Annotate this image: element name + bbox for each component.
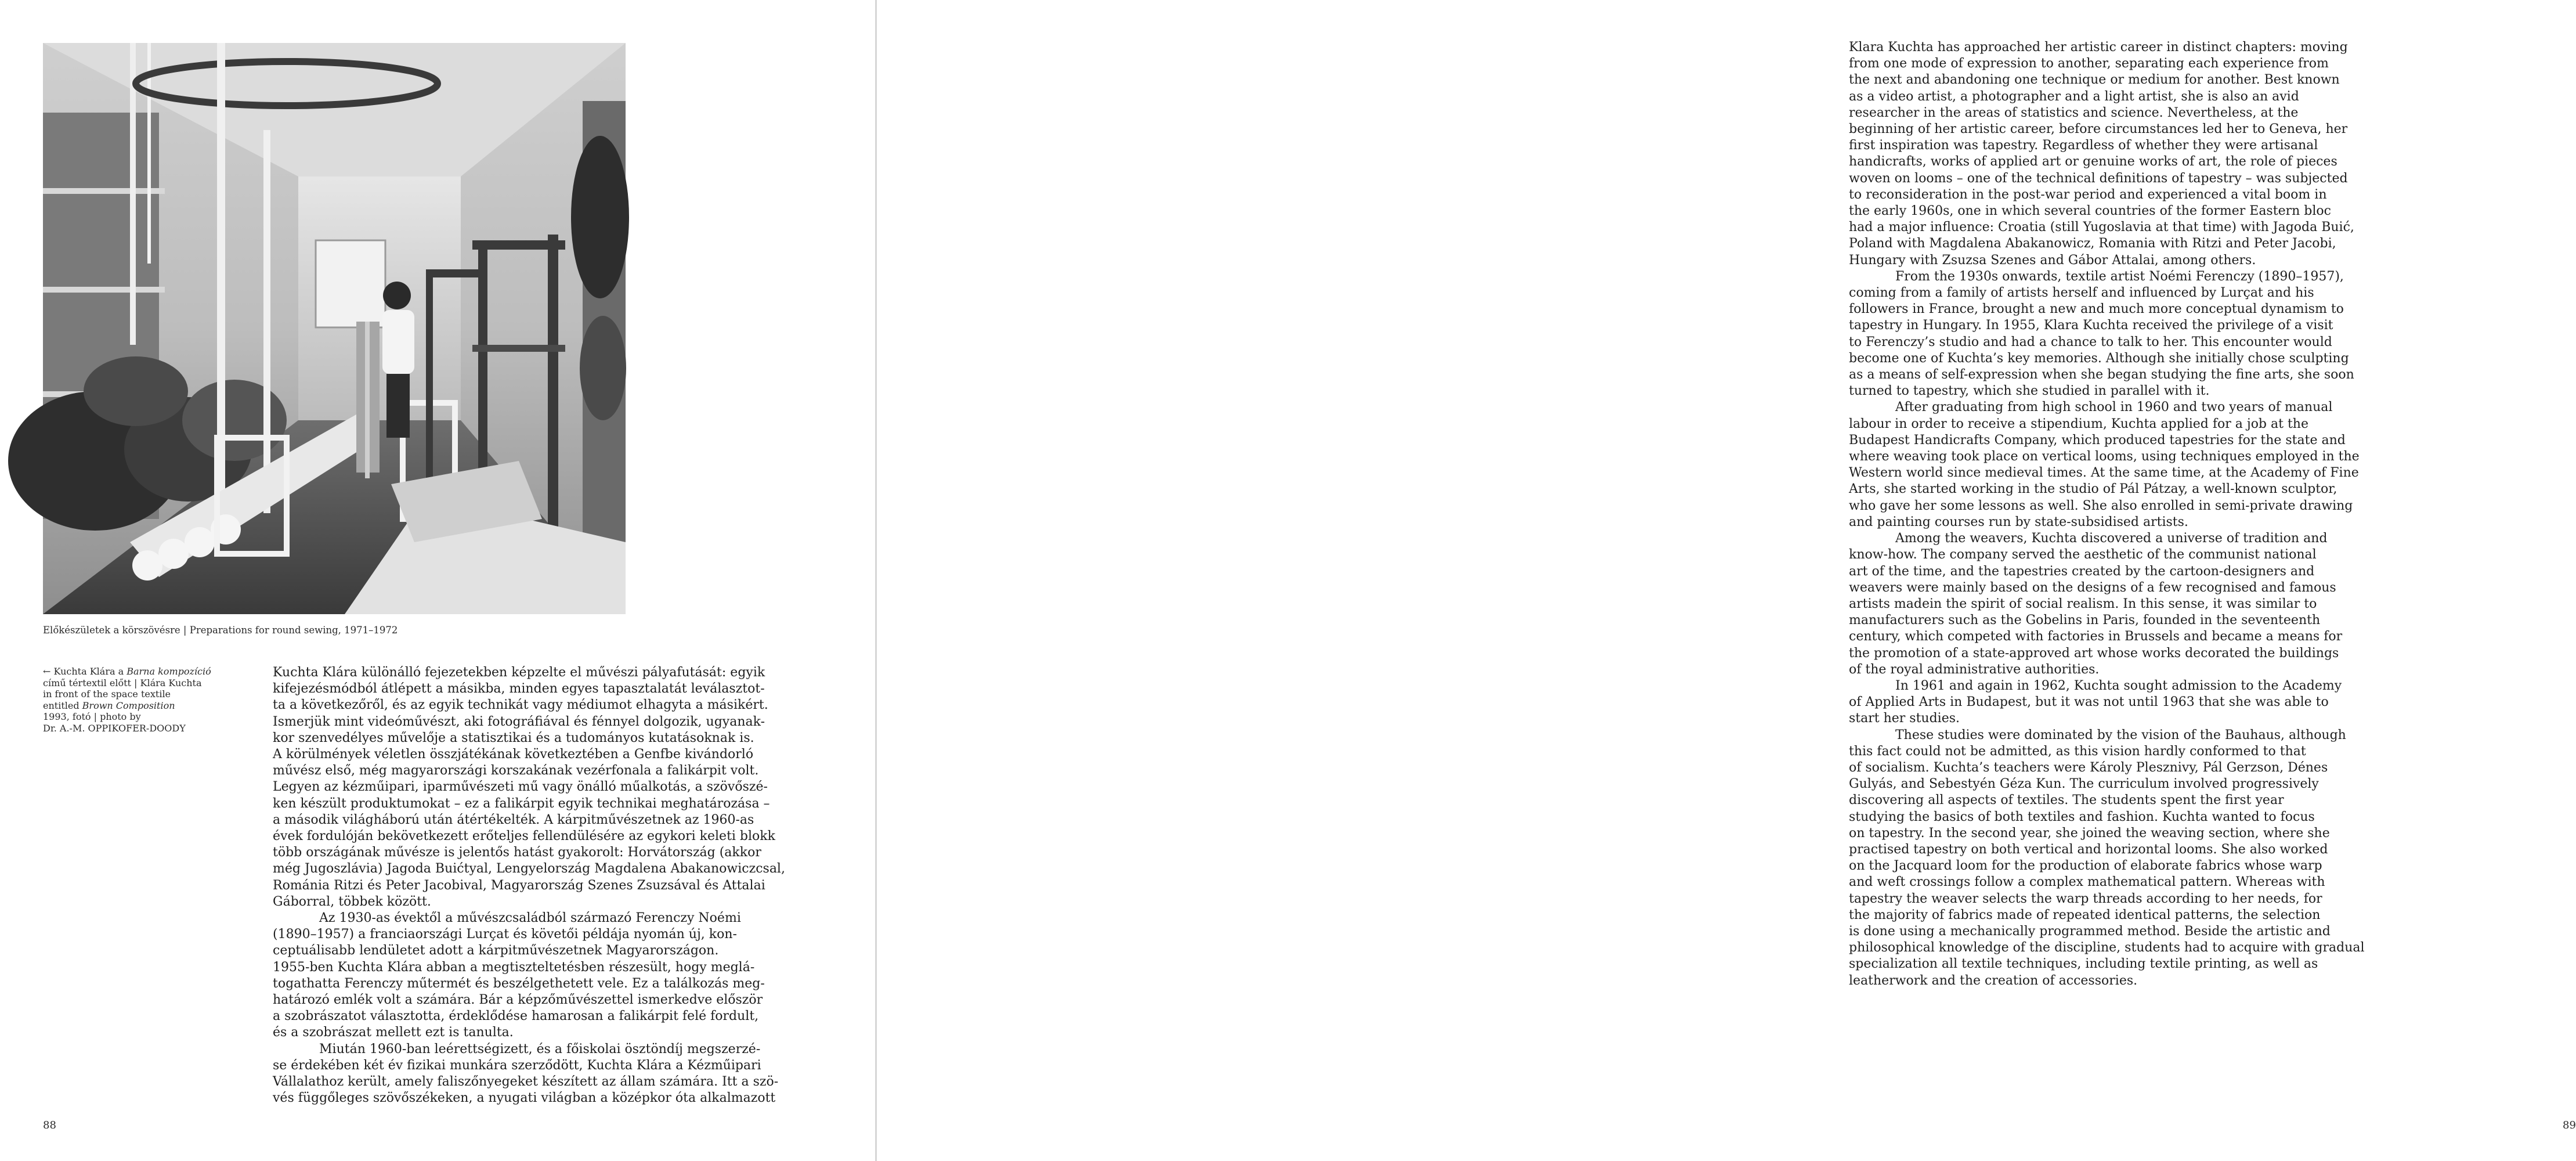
body-line: még Jugoszlávia) Jagoda Buićtyal, Lengyelország Magdalena Abakanowiczcsal, bbox=[273, 861, 785, 877]
body-line: A körülmények véletlen összjátékának következtében a Genfbe kivándorló bbox=[273, 747, 754, 762]
body-line: In 1961 and again in 1962, Kuchta sought admission to the Academy bbox=[1895, 678, 2342, 693]
body-line: who gave her some lessons as well. She also enrolled in semi-private drawing bbox=[1849, 498, 2353, 513]
body-line: Románia Ritzi és Peter Jacobival, Magyarország Szenes Zsuzsával és Attalai bbox=[273, 878, 765, 893]
body-line: Legyen az kézműipari, iparművészeti mű vagy önálló műalkotás, a szövőszé- bbox=[273, 780, 768, 795]
body-line: ken készült produktumokat – ez a falikárpit egyik technikai meghatározása – bbox=[273, 796, 770, 811]
sidenote-text: 1993, fotó | photo by bbox=[43, 711, 141, 722]
body-line: coming from a family of artists herself and influenced by Lurçat and his bbox=[1849, 286, 2314, 301]
body-line: as a video artist, a photographer and a light artist, she is also an avid bbox=[1849, 89, 2299, 104]
body-line: After graduating from high school in 1960 and two years of manual bbox=[1895, 400, 2333, 415]
body-line: Among the weavers, Kuchta discovered a universe of tradition and bbox=[1895, 531, 2328, 546]
body-line: Ismerjük mint videóművészt, aki fotográfiával és fénnyel dolgozik, ugyanak- bbox=[273, 714, 765, 729]
body-line: turned to tapestry, which she studied in parallel with it. bbox=[1849, 384, 2210, 399]
body-line: woven on looms – one of the technical definitions of tapestry – was subjected bbox=[1849, 171, 2348, 186]
body-line: Az 1930-as évektől a művészcsaládból származó Ferenczy Noémi bbox=[319, 911, 741, 926]
body-line: beginning of her artistic career, before circumstances led her to Geneva, her bbox=[1849, 122, 2348, 137]
body-line: művész első, még magyarországi korszakának vezérfonala a falikárpit volt. bbox=[273, 763, 759, 778]
sidenote-text: entitled bbox=[43, 700, 82, 711]
body-line: practised tapestry on both vertical and horizontal looms. She also worked bbox=[1849, 842, 2328, 857]
body-line: vés függőleges szövőszékeken, a nyugati világban a középkor óta alkalmazott bbox=[273, 1091, 776, 1106]
body-line: ta a következőről, és az egyik technikát vagy médiumot elhagyta a másikért. bbox=[273, 698, 768, 713]
body-line: followers in France, brought a new and much more conceptual dynamism to bbox=[1849, 302, 2344, 317]
left-page bbox=[0, 0, 876, 1161]
body-line: the early 1960s, one in which several countries of the former Eastern bloc bbox=[1849, 204, 2331, 219]
body-line: Vállalathoz került, amely faliszőnyegeket készített az állam számára. Itt a szö- bbox=[273, 1075, 779, 1090]
hungarian-body-text bbox=[273, 665, 783, 1106]
body-line: know-how. The company served the aesthetic of the communist national bbox=[1849, 547, 2317, 563]
body-line: had a major influence: Croatia (still Yugoslavia at that time) with Jagoda Buić, bbox=[1849, 220, 2354, 235]
body-line: artists madein the spirit of social realism. In this sense, it was similar to bbox=[1849, 596, 2317, 611]
body-line: of the royal administrative authorities. bbox=[1849, 662, 2100, 677]
body-line: Western world since medieval times. At the same time, at the Academy of Fine bbox=[1849, 466, 2359, 481]
body-line: és a szobrászat mellett ezt is tanulta. bbox=[273, 1025, 514, 1040]
photo-sidenote bbox=[43, 666, 240, 734]
studio-photograph-image bbox=[43, 43, 626, 614]
body-line: handicrafts, works of applied art or genuine works of art, the role of pieces bbox=[1849, 154, 2337, 170]
sidenote-line bbox=[43, 688, 240, 700]
body-line: discovering all aspects of textiles. The students spent the first year bbox=[1849, 793, 2284, 808]
body-line: Hungary with Zsuzsa Szenes and Gábor Attalai, among others. bbox=[1849, 253, 2256, 268]
body-line: Gulyás, and Sebestyén Géza Kun. The curriculum involved progressively bbox=[1849, 777, 2319, 792]
body-line: a szobrászatot választotta, érdeklődése hamarosan a falikárpit felé fordult, bbox=[273, 1009, 759, 1024]
body-line: specialization all textile techniques, including textile printing, as well as bbox=[1849, 957, 2318, 972]
body-line: (1890–1957) a franciaországi Lurçat és követői példája nyomán új, kon- bbox=[273, 927, 737, 942]
body-line: tapestry the weaver selects the warp threads according to her needs, for bbox=[1849, 891, 2322, 906]
page-number-left: 88 bbox=[43, 1119, 56, 1131]
body-line: a második világháború után átértékelték. A kárpitművészetnek az 1960-as bbox=[273, 812, 754, 827]
photo-caption: Előkészületek a körszövésre | Preparations for round sewing, 1971–1972 bbox=[43, 625, 398, 636]
body-line: manufacturers such as the Gobelins in Paris, founded in the seventeenth bbox=[1849, 613, 2321, 628]
body-line: on the Jacquard loom for the production of elaborate fabrics whose warp bbox=[1849, 859, 2322, 874]
body-line: kifejezésmódból átlépett a másikba, minden egyes tapasztalatát leválasztot- bbox=[273, 682, 765, 697]
body-line: to Ferenczy’s studio and had a chance to talk to her. This encounter would bbox=[1849, 334, 2332, 349]
right-page bbox=[877, 0, 2576, 1161]
body-line: These studies were dominated by the vision of the Bauhaus, although bbox=[1895, 727, 2346, 742]
body-line: Klara Kuchta has approached her artistic career in distinct chapters: moving bbox=[1849, 40, 2348, 55]
body-line: leatherwork and the creation of accessories. bbox=[1849, 973, 2138, 988]
sidenote-text: ← Kuchta Klára a bbox=[43, 666, 127, 677]
studio-photograph bbox=[43, 43, 626, 614]
sidenote-line bbox=[43, 723, 240, 734]
body-line: évek fordulóján bekövetkezett erőteljes fellendülésére az egykori keleti blokk bbox=[273, 829, 775, 844]
body-line: Budapest Handicrafts Company, which produced tapestries for the state and bbox=[1849, 432, 2346, 448]
english-body-text bbox=[1849, 39, 2365, 989]
body-line: labour in order to receive a stipendium, Kuchta applied for a job at the bbox=[1849, 416, 2308, 431]
body-line: this fact could not be admitted, as this vision hardly conformed to that bbox=[1849, 744, 2306, 759]
body-line: of Applied Arts in Budapest, but it was not until 1963 that she was able to bbox=[1849, 695, 2329, 710]
body-line: Arts, she started working in the studio of Pál Pátzay, a well-known sculptor, bbox=[1849, 482, 2337, 497]
body-line: and weft crossings follow a complex mathematical pattern. Whereas with bbox=[1849, 875, 2325, 890]
body-line: studying the basics of both textiles and fashion. Kuchta wanted to focus bbox=[1849, 809, 2315, 824]
body-line: where weaving took place on vertical looms, using techniques employed in the bbox=[1849, 449, 2360, 464]
body-line: from one mode of expression to another, separating each experience from bbox=[1849, 56, 2329, 71]
sidenote-title-italic: Brown Composition bbox=[82, 700, 175, 711]
body-line: több országának művésze is jelentős hatást gyakorolt: Horvátország (akkor bbox=[273, 845, 761, 860]
sidenote-line bbox=[43, 677, 240, 689]
sidenote-text: című tértextil előtt | Klára Kuchta bbox=[43, 677, 202, 688]
body-line: as a means of self-expression when she began studying the fine arts, she soon bbox=[1849, 367, 2354, 383]
body-line: határozó emlék volt a számára. Bár a képzőművészettel ismerkedve először bbox=[273, 993, 763, 1008]
body-line: 1955-ben Kuchta Klára abban a megtiszteltetésben részesült, hogy meglá- bbox=[273, 960, 755, 975]
body-line: From the 1930s onwards, textile artist Noémi Ferenczy (1890–1957), bbox=[1895, 269, 2344, 284]
body-line: on tapestry. In the second year, she joined the weaving section, where she bbox=[1849, 825, 2330, 841]
sidenote-line bbox=[43, 666, 240, 677]
body-line: the promotion of a state-approved art whose works decorated the buildings bbox=[1849, 646, 2339, 661]
body-line: researcher in the areas of statistics and science. Nevertheless, at the bbox=[1849, 105, 2299, 120]
body-line: and painting courses run by state-subsidised artists. bbox=[1849, 514, 2188, 529]
body-line: ceptuálisabb lendületet adott a kárpitművészetnek Magyarországon. bbox=[273, 943, 719, 958]
body-line: weavers were mainly based on the designs of a few recognised and famous bbox=[1849, 580, 2336, 595]
body-line: Poland with Magdalena Abakanowicz, Romania with Ritzi and Peter Jacobi, bbox=[1849, 236, 2336, 251]
body-line: se érdekében két év fizikai munkára szerződött, Kuchta Klára a Kézműipari bbox=[273, 1058, 761, 1073]
body-line: the majority of fabrics made of repeated identical patterns, the selection bbox=[1849, 907, 2321, 922]
body-line: the next and abandoning one technique or medium for another. Best known bbox=[1849, 73, 2340, 88]
body-line: tapestry in Hungary. In 1955, Klara Kuchta received the privilege of a visit bbox=[1849, 318, 2333, 333]
sidenote-text: in front of the space textile bbox=[43, 688, 171, 700]
body-line: of socialism. Kuchta’s teachers were Károly Plesznivy, Pál Gerzson, Dénes bbox=[1849, 760, 2328, 775]
body-line: togathatta Ferenczy műtermét és beszélgethetett vele. Ez a találkozás meg- bbox=[273, 976, 765, 991]
body-line: kor szenvedélyes művelője a statisztikai és a tudományos kutatásoknak is. bbox=[273, 730, 754, 745]
body-line: become one of Kuchta’s key memories. Although she initially chose sculpting bbox=[1849, 351, 2349, 366]
sidenote-title-italic: Barna kompozíció bbox=[127, 666, 211, 677]
sidenote-line bbox=[43, 700, 240, 712]
body-line: Kuchta Klára különálló fejezetekben képzelte el művészi pályafutását: egyik bbox=[273, 665, 765, 680]
body-line: to reconsideration in the post-war period and experienced a vital boom in bbox=[1849, 187, 2327, 202]
body-line: is done using a mechanically programmed method. Beside the artistic and bbox=[1849, 924, 2331, 939]
page-number-right: 89 bbox=[2563, 1119, 2576, 1131]
sidenote-line bbox=[43, 711, 240, 723]
body-line: art of the time, and the tapestries created by the cartoon-designers and bbox=[1849, 564, 2315, 579]
sidenote-text: Dr. A.-M. OPPIKOFER-DOODY bbox=[43, 722, 186, 734]
body-line: Miután 1960-ban leérettségizett, és a főiskolai ösztöndíj megszerzé- bbox=[319, 1041, 761, 1057]
body-line: first inspiration was tapestry. Regardless of whether they were artisanal bbox=[1849, 138, 2318, 153]
body-line: philosophical knowledge of the discipline, students had to acquire with gradual bbox=[1849, 940, 2365, 956]
body-line: start her studies. bbox=[1849, 711, 1960, 726]
body-line: Gáborral, többek között. bbox=[273, 894, 431, 909]
body-line: century, which competed with factories in Brussels and became a means for bbox=[1849, 629, 2343, 644]
